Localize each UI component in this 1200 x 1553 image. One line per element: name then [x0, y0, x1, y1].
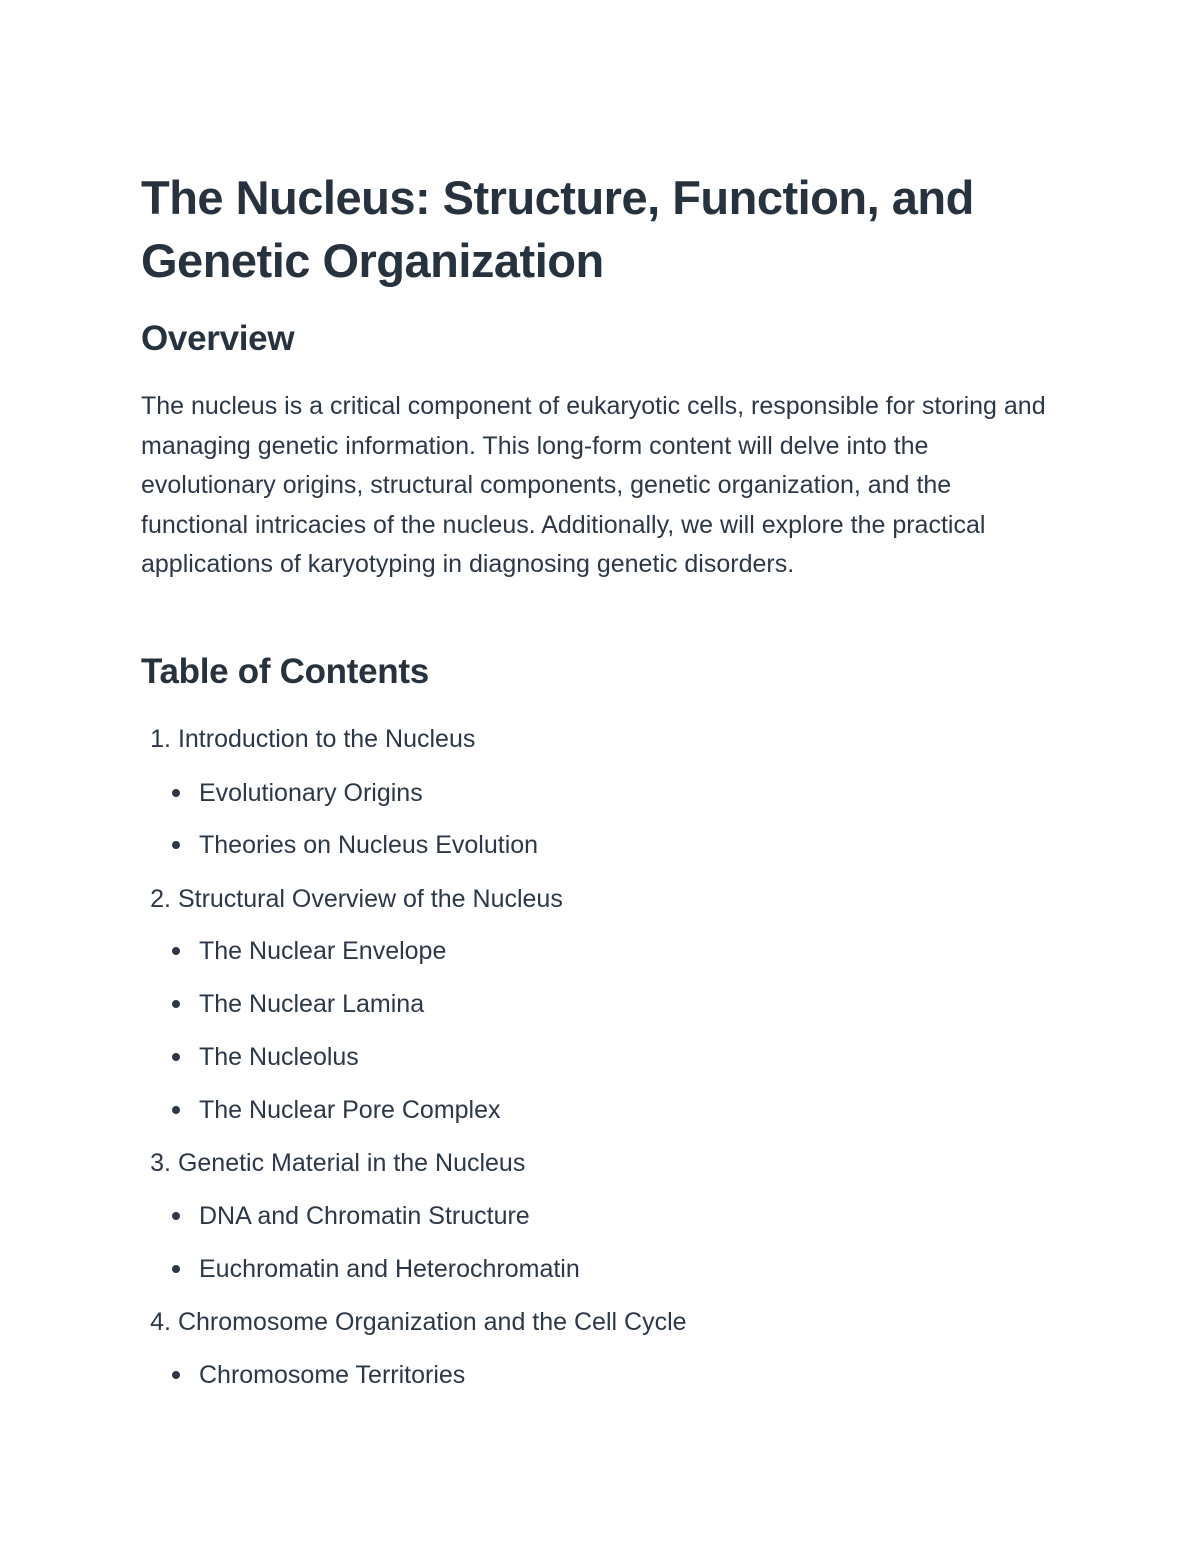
- toc-subitem-label: The Nucleolus: [199, 1043, 359, 1071]
- toc-item-number: 1.: [150, 725, 171, 753]
- toc-subitem-evolutionary-origins[interactable]: [199, 777, 423, 809]
- bullet-icon: [172, 1000, 180, 1008]
- toc-item-number: 4.: [150, 1308, 171, 1336]
- toc-subitem-label: DNA and Chromatin Structure: [199, 1202, 530, 1230]
- bullet-icon: [172, 841, 180, 849]
- toc-subitem-label: Chromosome Territories: [199, 1361, 466, 1389]
- overview-paragraph: The nucleus is a critical component of eukaryotic cells, responsible for storing and managing genetic information. This long-form content will delve into the evolutionary origins, structural components, genetic organization, and the functional intricacies of the nucleus. Additionally, we will explore the practical applications of karyotyping in diagnosing genetic disorders.: [141, 392, 1046, 578]
- page-title: The Nucleus: Structure, Function, and Genetic Organization: [141, 171, 974, 287]
- toc-subitem-label: Theories on Nucleus Evolution: [199, 831, 539, 859]
- overview-heading: Overview: [141, 319, 295, 358]
- toc-item-introduction[interactable]: [141, 723, 475, 755]
- bullet-icon: [172, 947, 180, 955]
- toc-item-label: Genetic Material in the Nucleus: [177, 1149, 526, 1177]
- bullet-icon: [172, 1106, 180, 1114]
- toc-subitem-theories[interactable]: [199, 829, 538, 861]
- toc-heading: Table of Contents: [141, 652, 429, 691]
- toc-subitem-label: The Nuclear Lamina: [199, 990, 425, 1018]
- bullet-icon: [172, 1265, 180, 1273]
- toc-item-label: Structural Overview of the Nucleus: [177, 885, 563, 913]
- toc-item-label: Introduction to the Nucleus: [177, 725, 476, 753]
- toc-subitem-nucleolus[interactable]: [199, 1041, 359, 1073]
- toc-subitem-label: Evolutionary Origins: [199, 779, 423, 807]
- toc-subitem-label: The Nuclear Envelope: [199, 937, 447, 965]
- toc-subitem-nuclear-pore-complex[interactable]: [199, 1094, 501, 1126]
- bullet-icon: [172, 1212, 180, 1220]
- toc-item-chromosome-organization[interactable]: [141, 1306, 687, 1338]
- toc-subitem-euchromatin[interactable]: [199, 1253, 580, 1285]
- toc-subitem-nuclear-lamina[interactable]: [199, 988, 424, 1020]
- toc-subitem-dna-chromatin[interactable]: [199, 1200, 530, 1232]
- bullet-icon: [172, 1371, 180, 1379]
- toc-item-label: Chromosome Organization and the Cell Cycle: [177, 1308, 687, 1336]
- toc-item-structural-overview[interactable]: [141, 883, 563, 915]
- bullet-icon: [172, 789, 180, 797]
- toc-subitem-chromosome-territories[interactable]: [199, 1359, 465, 1391]
- toc-item-genetic-material[interactable]: [141, 1147, 525, 1179]
- toc-subitem-label: Euchromatin and Heterochromatin: [199, 1255, 580, 1283]
- toc-subitem-nuclear-envelope[interactable]: [199, 935, 446, 967]
- toc-subitem-label: The Nuclear Pore Complex: [199, 1096, 501, 1124]
- bullet-icon: [172, 1053, 180, 1061]
- toc-item-number: 3.: [150, 1149, 171, 1177]
- toc-item-number: 2.: [150, 885, 171, 913]
